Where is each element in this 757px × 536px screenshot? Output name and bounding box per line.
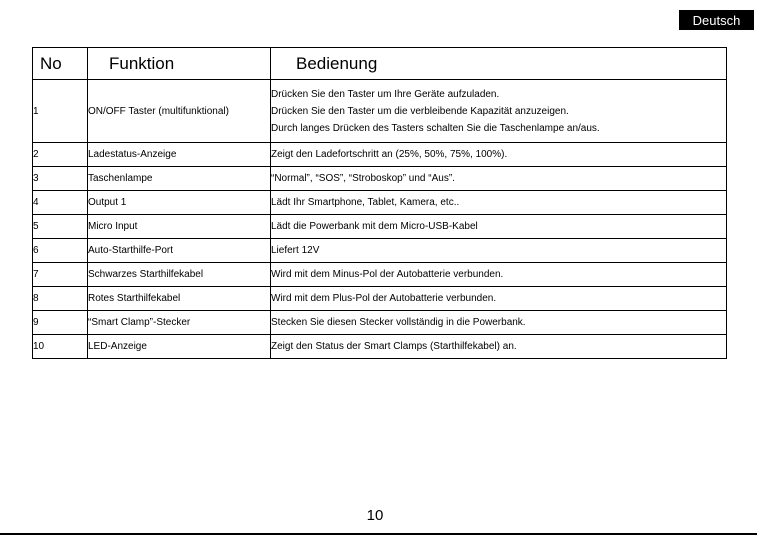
table-row xyxy=(33,215,727,239)
row-number: 4 xyxy=(33,191,88,215)
operation-line: Liefert 12V xyxy=(271,245,320,256)
row-operation xyxy=(271,335,727,359)
operation-line: Drücken Sie den Taster um die verbleibende Kapazität anzuzeigen. xyxy=(271,105,569,117)
language-badge: Deutsch xyxy=(679,10,754,30)
table-row xyxy=(33,239,727,263)
table-row xyxy=(33,263,727,287)
row-number: 10 xyxy=(33,335,88,359)
row-operation xyxy=(271,215,727,239)
table-row xyxy=(33,191,727,215)
row-function: Ladestatus-Anzeige xyxy=(88,143,271,167)
row-function: Schwarzes Starthilfekabel xyxy=(88,263,271,287)
header-no: No xyxy=(33,48,88,80)
row-function: ON/OFF Taster (multifunktional) xyxy=(88,80,271,143)
row-number: 7 xyxy=(33,263,88,287)
operation-line: Wird mit dem Minus-Pol der Autobatterie verbunden. xyxy=(271,269,504,280)
row-operation xyxy=(271,311,727,335)
table-row xyxy=(33,143,727,167)
row-number: 5 xyxy=(33,215,88,239)
operation-line: Lädt die Powerbank mit dem Micro-USB-Kabel xyxy=(271,221,478,232)
row-function: Taschenlampe xyxy=(88,167,271,191)
row-function: Auto-Starthilfe-Port xyxy=(88,239,271,263)
page-number: 10 xyxy=(366,507,384,524)
row-operation xyxy=(271,239,727,263)
row-operation xyxy=(271,143,727,167)
header-function: Funktion xyxy=(88,48,271,80)
operation-line: Stecken Sie diesen Stecker vollständig in die Powerbank. xyxy=(271,317,526,328)
table-row xyxy=(33,167,727,191)
row-operation xyxy=(271,167,727,191)
operation-line: “Normal”, “SOS”, “Stroboskop” und “Aus”. xyxy=(271,173,455,184)
operation-line: Zeigt den Status der Smart Clamps (Starthilfekabel) an. xyxy=(271,341,517,352)
table-row xyxy=(33,287,727,311)
row-number: 8 xyxy=(33,287,88,311)
operation-line: Durch langes Drücken des Tasters schalten Sie die Taschenlampe an/aus. xyxy=(271,122,600,134)
row-function: Output 1 xyxy=(88,191,271,215)
operation-line: Wird mit dem Plus-Pol der Autobatterie verbunden. xyxy=(271,293,497,304)
row-function: LED-Anzeige xyxy=(88,335,271,359)
row-number: 9 xyxy=(33,311,88,335)
table-body xyxy=(33,80,727,359)
table-row xyxy=(33,335,727,359)
function-table xyxy=(32,47,727,359)
operation-line: Zeigt den Ladefortschritt an (25%, 50%, 75%, 100%). xyxy=(271,149,508,160)
row-operation xyxy=(271,287,727,311)
bottom-rule xyxy=(0,533,757,535)
row-number: 6 xyxy=(33,239,88,263)
table-row xyxy=(33,311,727,335)
row-function: Micro Input xyxy=(88,215,271,239)
row-number: 2 xyxy=(33,143,88,167)
row-operation xyxy=(271,80,727,143)
row-function: “Smart Clamp”-Stecker xyxy=(88,311,271,335)
table-header-row xyxy=(33,48,727,80)
row-number: 1 xyxy=(33,80,88,143)
row-operation xyxy=(271,263,727,287)
table-row xyxy=(33,80,727,143)
operation-line: Lädt Ihr Smartphone, Tablet, Kamera, etc.. xyxy=(271,197,460,208)
row-operation xyxy=(271,191,727,215)
operation-line: Drücken Sie den Taster um Ihre Geräte aufzuladen. xyxy=(271,88,500,100)
row-number: 3 xyxy=(33,167,88,191)
header-operation: Bedienung xyxy=(271,48,727,80)
row-function: Rotes Starthilfekabel xyxy=(88,287,271,311)
